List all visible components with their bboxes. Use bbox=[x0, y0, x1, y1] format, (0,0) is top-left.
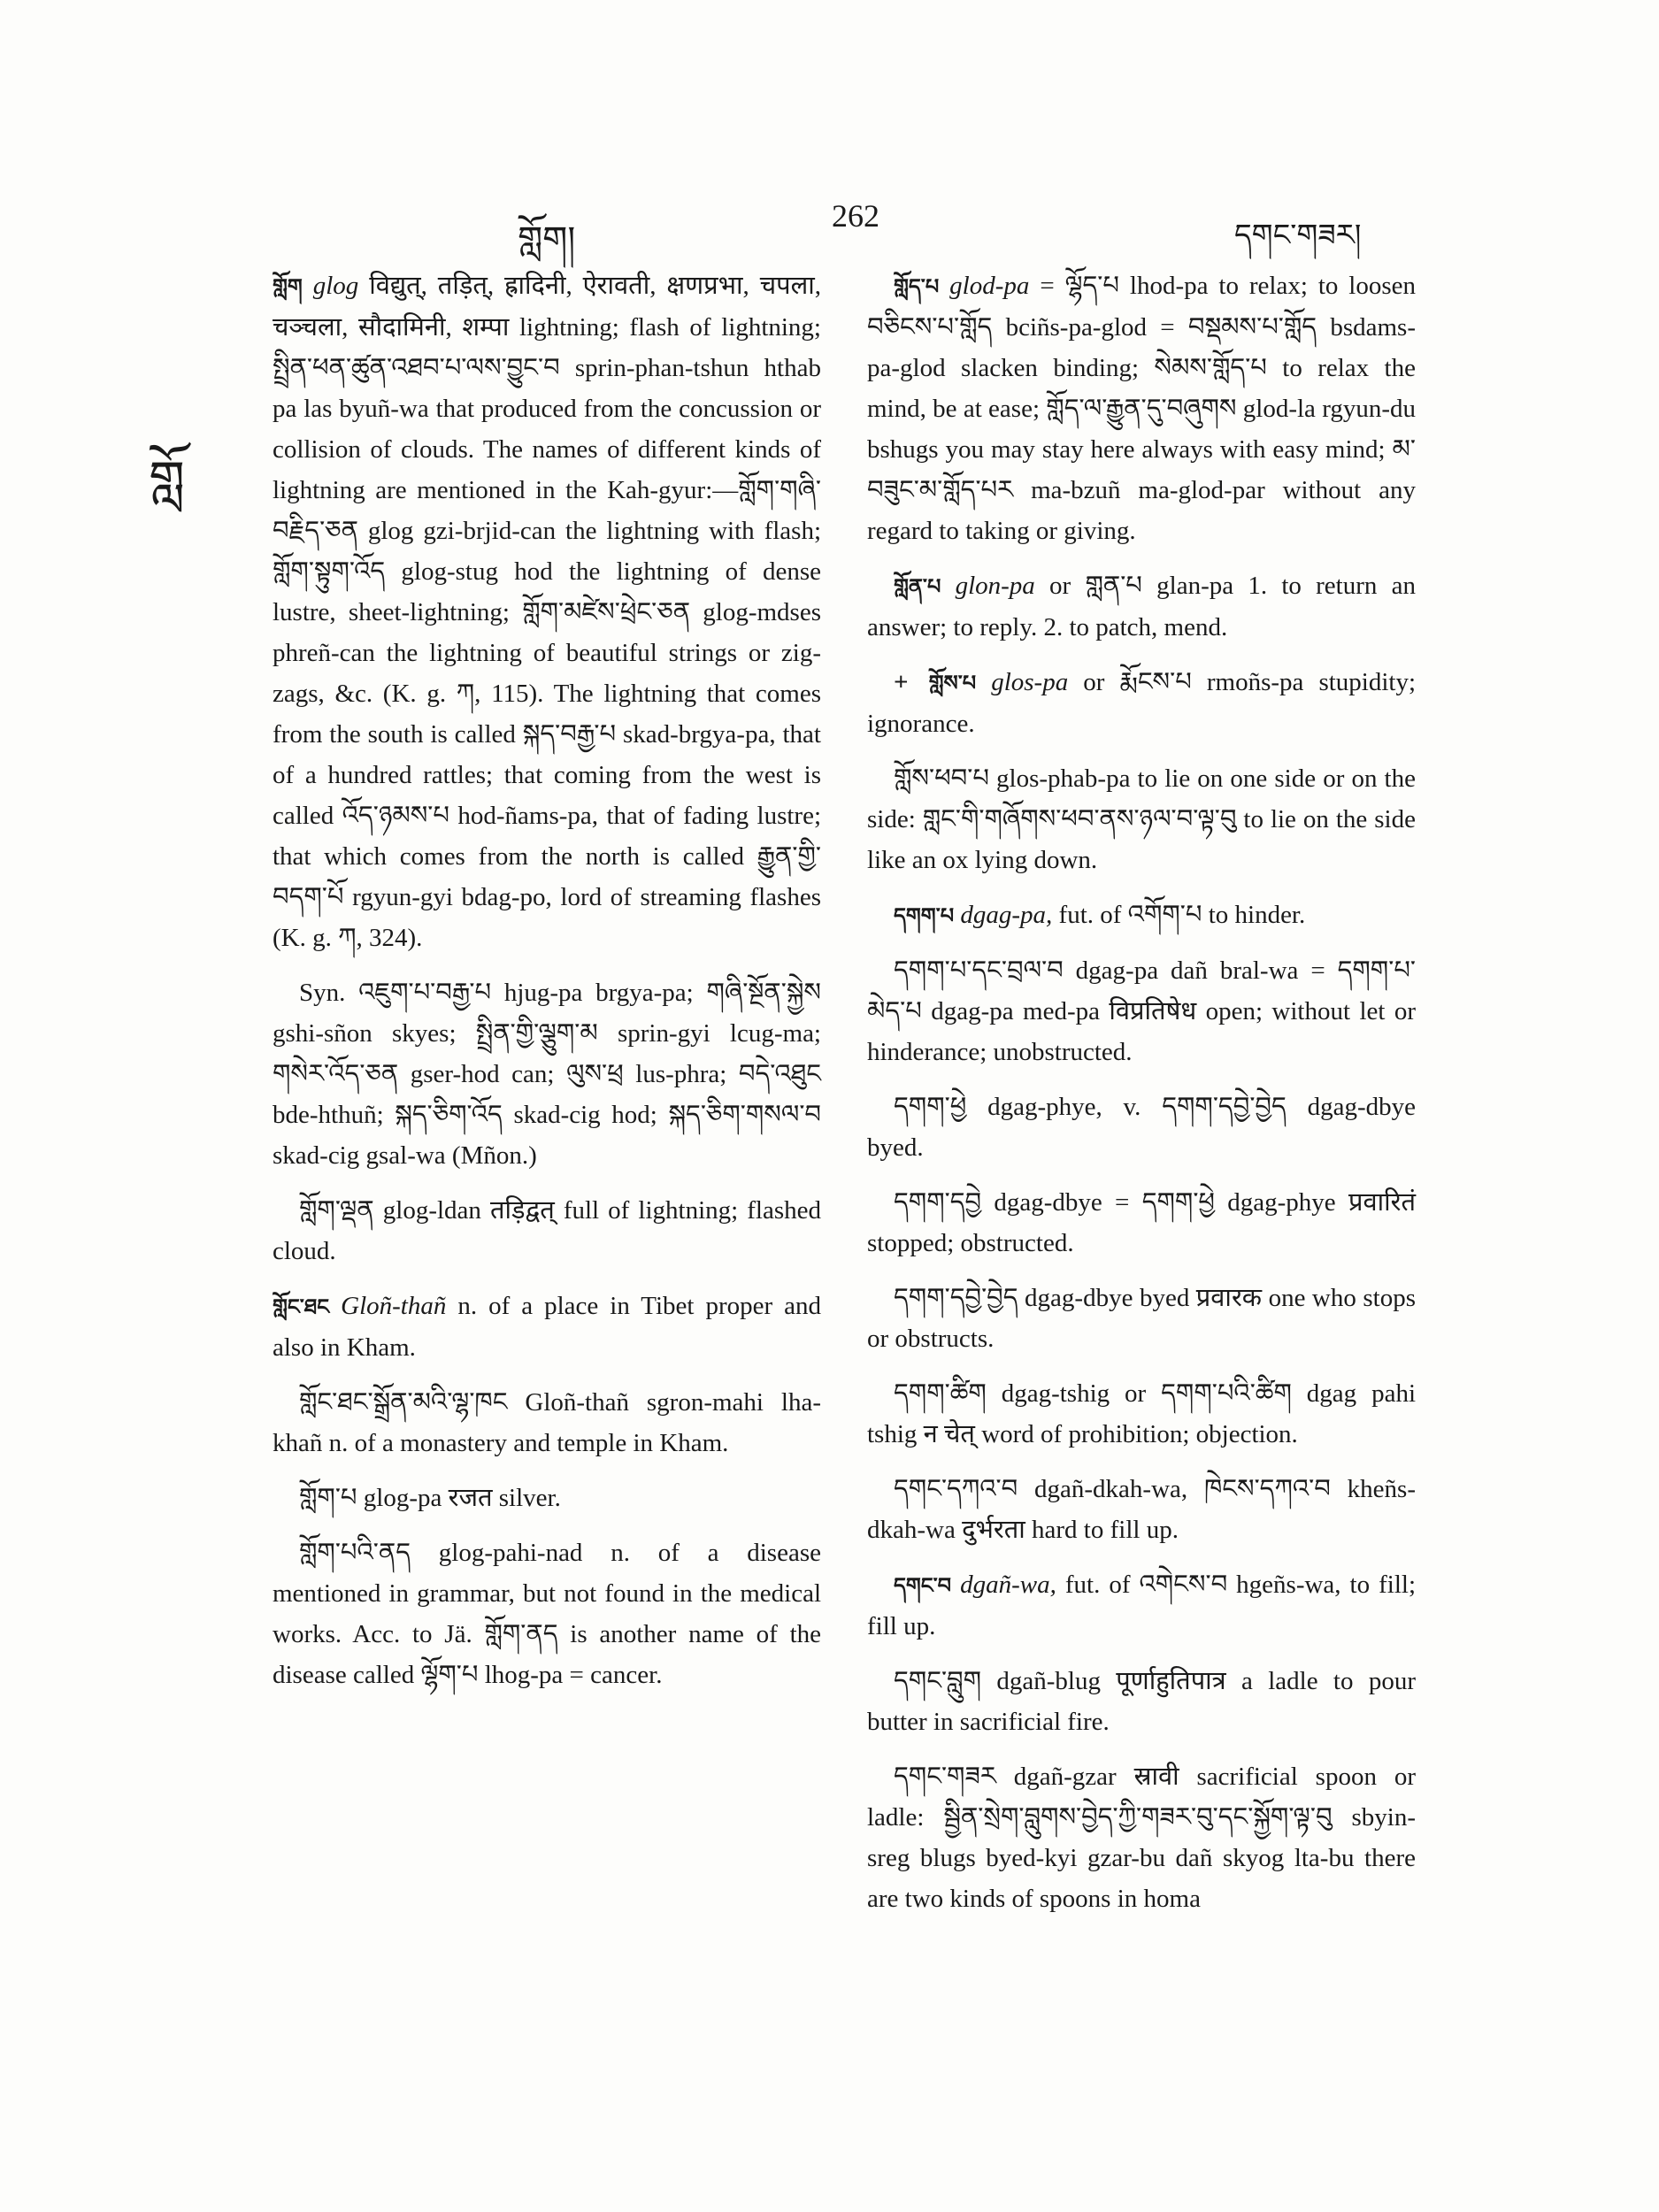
entry-glos-pa bbox=[867, 662, 1416, 744]
entry-body: = ལྷོད་པ lhod-pa to relax; to loosen བཅིངས་པ་གློད bciñs-pa-glod = བསྡམས་པ་གློད bsdams-pa-glod slacken binding; སེམས་གློད་པ to relax the mind, be at ease; གློད་ལ་རྒྱུན་དུ་བཞུགས glod-la rgyun-du bshugs you may stay here always with easy mind; མ་བཟུང་མ་གློད་པར ma-bzuñ ma-glod-par without any regard to taking or giving. bbox=[867, 272, 1417, 545]
entry-body: གློག་པ glog-pa रजत silver. bbox=[299, 1484, 561, 1512]
entry-transliteration: glon-pa bbox=[955, 572, 1035, 600]
entry-dgag-pa bbox=[867, 895, 1416, 936]
entry-transliteration: dgag-pa, bbox=[960, 901, 1053, 929]
entry-body: དགག་ཚིག dgag-tshig or དགག་པའི་ཚིག dgag pahi tshig न चेत् word of prohibition; objection. bbox=[867, 1379, 1416, 1448]
left-column bbox=[273, 265, 821, 1709]
entry-body: Syn. འཇུག་པ་བརྒྱ་པ hjug-pa brgya-pa; གཞི་སྔོན་སྐྱེས gshi-sñon skyes; སྤྲིན་གྱི་ལྕུག་མ sprin-gyi lcug-ma; གསེར་འོད་ཅན gser-hod can; ལུས་ཕྲ lus-phra; བདེ་འཐུང bde-hthuñ; སྐད་ཅིག་འོད skad-cig hod; སྐད་ཅིག་གསལ་བ skad-cig gsal-wa (Mñon.) bbox=[273, 979, 821, 1170]
entry-glon-than-monastery bbox=[273, 1382, 821, 1463]
running-header bbox=[0, 190, 1659, 260]
entry-body: གློག་པའི་ནད glog-pahi-nad n. of a disease mentioned in grammar, but not found in the medical works. Acc. to Jä. གློག་ནད is another name of the disease called ལྷོག་པ lhog-pa = cancer. bbox=[273, 1539, 821, 1689]
page-number: 262 bbox=[832, 198, 879, 234]
entry-transliteration: glod-pa bbox=[949, 272, 1030, 300]
entry-glog-ldan bbox=[273, 1190, 821, 1271]
entry-body: དགག་པ་དང་བྲལ་བ dgag-pa dañ bral-wa = དགག་པ་མེད་པ dgag-pa med-pa विप्रतिषेध open; without let or hinderance; unobstructed. bbox=[867, 956, 1416, 1066]
entry-glon-than bbox=[273, 1286, 821, 1368]
margin-thumb-index: གློ bbox=[149, 449, 181, 510]
entry-body: དགང་བླུག dgañ-blug पूर्णाहुतिपात्र a ladle to pour butter in sacrificial fire. bbox=[867, 1667, 1416, 1736]
entry-body: གློས་ཕབ་པ glos-phab-pa to lie on one side or on the side: གླང་གི་གཞོགས་ཕབ་ནས་ཉལ་བ་ལྟ་བུ to lie on the side like an ox lying down. bbox=[867, 764, 1416, 874]
entry-body: n. of a place in Tibet proper and also in Kham. bbox=[273, 1292, 822, 1362]
entry-dgag-tshig bbox=[867, 1373, 1416, 1455]
entry-glon-pa bbox=[867, 565, 1416, 648]
entry-glog-pa bbox=[273, 1478, 821, 1518]
entry-glog bbox=[273, 265, 821, 958]
entry-dgag-phye bbox=[867, 1087, 1416, 1168]
entry-synonyms bbox=[273, 972, 821, 1176]
entry-body: དགག་དབྱེ་བྱེད dgag-dbye byed प्रवारक one who stops or obstructs. bbox=[867, 1284, 1416, 1353]
entry-glos-phab-pa bbox=[867, 758, 1416, 880]
entry-body: དགང་གཟར dgañ-gzar स्रावी sacrificial spoon or ladle: སྦྱིན་སྲེག་བླུགས་བྱེད་ཀྱི་གཟར་བུ་དང་སྐྱོག་ལྟ་བུ sbyin-sreg blugs byed-kyi gzar-bu dañ skyog lta-bu there are two kinds of spoons in homa bbox=[867, 1763, 1416, 1913]
entry-glog-pahi-nad bbox=[273, 1532, 821, 1695]
entry-dgag-pa-dan-bral-wa bbox=[867, 950, 1416, 1072]
entry-headword: གློག bbox=[273, 273, 303, 299]
addition-marker: + bbox=[894, 668, 909, 696]
entry-body: fut. of འགོག་པ to hinder. bbox=[1058, 901, 1306, 929]
entry-body: विद्युत्, तड़ित्, ह्रादिनी, ऐरावती, क्षणप्रभा, चपला, चञ्चला, सौदामिनी, शम्पा lightning; flash of lightning; སྤྲིན་ཕན་ཚུན་འཐབ་པ་ལས་བྱུང་བ sprin-phan-tshun hthab pa las byuñ-wa that produced from the concussion or collision of clouds. The names of different kinds of lightning are mentioned in the Kah-gyur:—གློག་གཞི་བརྗིད་ཅན glog gzi-brjid-can the lightning with flash; གློག་སྟུག་འོད glog-stug hod the lightning of dense lustre, sheet-lightning; གློག་མཛེས་ཕྲེང་ཅན glog-mdses phreñ-can the lightning of beautiful strings or zig-zags, &c. (K. g. ཀ, 115). The lightning that comes from the south is called སྐད་བརྒྱ་པ skad-brgya-pa, that of a hundred rattles; that coming from the west is called འོད་ཉམས་པ hod-ñams-pa, that of fading lustre; that which comes from the north is called རྒྱུན་གྱི་བདག་པོ rgyun-gyi bdag-po, lord of streaming flashes (K. g. ཀ, 324). bbox=[273, 272, 822, 952]
entry-body: fut. of འགེངས་བ hgeñs-wa, to fill; fill up. bbox=[867, 1571, 1417, 1640]
entry-dgag-dbye-byed bbox=[867, 1278, 1416, 1359]
entry-dgag-dbye bbox=[867, 1182, 1416, 1263]
entry-dgan-wa bbox=[867, 1564, 1416, 1647]
entry-headword: དགག་པ bbox=[894, 902, 955, 928]
entry-headword: དགང་བ bbox=[894, 1572, 952, 1598]
entry-headword: གློན་པ bbox=[894, 573, 941, 599]
entry-headword: གློང་ཐང bbox=[273, 1294, 330, 1319]
entry-body: or རྨོངས་པ rmoñs-pa stupidity; ignorance. bbox=[867, 668, 1417, 738]
entry-body: གློག་ལྡན glog-ldan तड़िद्वत् full of lightning; flashed cloud. bbox=[273, 1196, 821, 1265]
header-right-guideword: དགང་གཟར། bbox=[1234, 218, 1362, 253]
entry-dgan-gzar bbox=[867, 1756, 1416, 1919]
entry-dgan-dkah-wa bbox=[867, 1469, 1416, 1550]
entry-transliteration: dgañ-wa, bbox=[960, 1571, 1056, 1599]
entry-body: དགང་དཀའ་བ dgañ-dkah-wa, ཁེངས་དཀའ་བ kheñs-dkah-wa दुर्भरता hard to fill up. bbox=[867, 1475, 1416, 1544]
entry-transliteration: Gloñ-thañ bbox=[341, 1292, 447, 1320]
entry-transliteration: glog bbox=[312, 272, 359, 300]
entry-glod-pa bbox=[867, 265, 1416, 551]
entry-body: དགག་ཕྱེ dgag-phye, v. དགག་དབྱེ་བྱེད dgag-dbye byed. bbox=[867, 1093, 1416, 1162]
entry-headword: གློས་པ bbox=[928, 670, 977, 695]
header-left-guideword: གློག། bbox=[518, 219, 576, 260]
entry-dgan-blug bbox=[867, 1661, 1416, 1742]
entry-body: དགག་དབྱེ dgag-dbye = དགག་ཕྱེ dgag-phye प्रवारितं stopped; obstructed. bbox=[867, 1188, 1416, 1257]
entry-body: or གླན་པ glan-pa 1. to return an answer; to reply. 2. to patch, mend. bbox=[867, 572, 1416, 641]
right-column bbox=[867, 265, 1416, 1933]
entry-body: གློང་ཐང་སྒྲོན་མའི་ལྷ་ཁང Gloñ-thañ sgron-mahi lha-khañ n. of a monastery and temple in Kham. bbox=[273, 1388, 821, 1457]
entry-headword: གློད་པ bbox=[894, 273, 940, 299]
entry-transliteration: glos-pa bbox=[991, 668, 1069, 696]
